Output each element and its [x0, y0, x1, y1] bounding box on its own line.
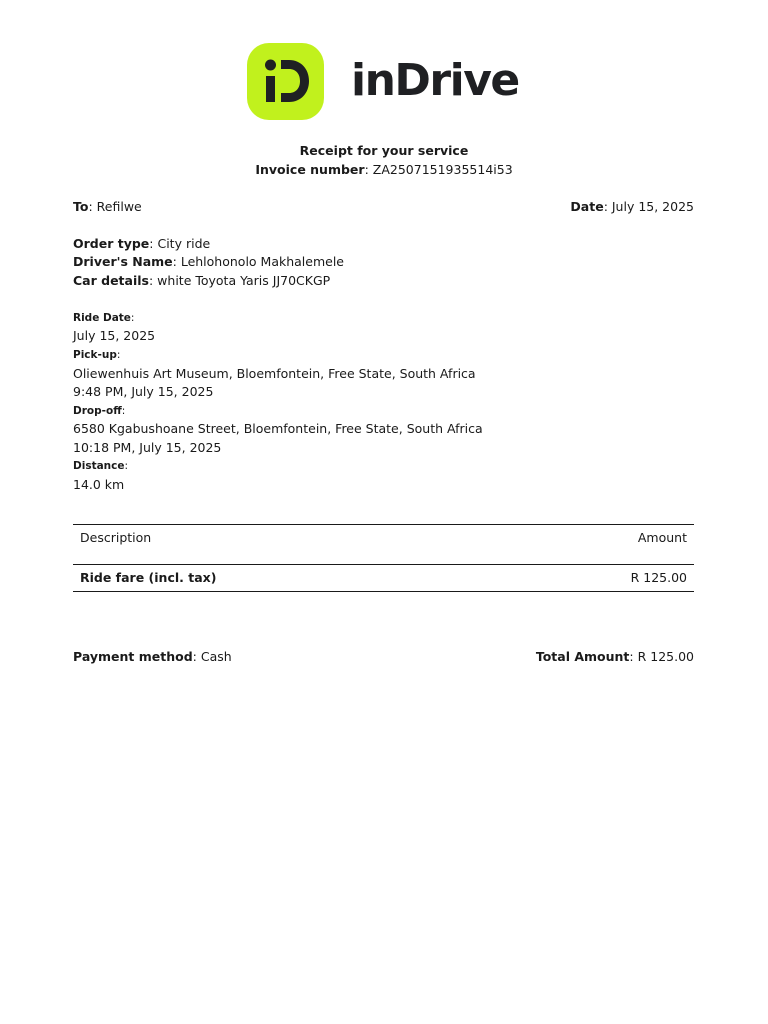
invoice-value: ZA2507151935514i53 [372, 162, 513, 177]
dropoff-label-text: Drop-off [73, 405, 122, 417]
distance-label-text: Distance [73, 460, 125, 472]
order-type-value: City ride [157, 236, 211, 251]
table-header-rule [73, 564, 694, 565]
pickup-address: Oliewenhuis Art Museum, Bloemfontein, Free State, South Africa [73, 366, 476, 381]
table-top-rule [73, 524, 694, 525]
driver-value: Lehlohonolo Makhalemele [180, 254, 344, 269]
order-type-label: Order type [73, 236, 150, 251]
table-row-description: Ride fare (incl. tax) [80, 570, 217, 585]
ride-date-label: Ride Date: [73, 312, 135, 324]
pickup-label: Pick-up: [73, 349, 121, 361]
dropoff-label: Drop-off: [73, 405, 126, 417]
payment-method: Payment method: Cash [73, 649, 232, 664]
table-header-amount: Amount [637, 530, 687, 545]
pickup-time: 9:48 PM, July 15, 2025 [73, 384, 214, 399]
receipt-date: Date: July 15, 2025 [570, 199, 694, 214]
driver-label: Driver's Name [73, 254, 173, 269]
ride-date-label-text: Ride Date [73, 312, 131, 324]
total-label: Total Amount [535, 649, 630, 664]
dropoff-address: 6580 Kgabushoane Street, Bloemfontein, Free State, South Africa [73, 421, 483, 436]
invoice-label: Invoice number [255, 162, 365, 177]
car-details: Car details: white Toyota Yaris JJ70CKGP [73, 273, 331, 288]
date-value: July 15, 2025 [611, 199, 694, 214]
table-header-description: Description [80, 530, 152, 545]
receipt-title: Receipt for your service [299, 143, 469, 158]
recipient-to: To: Refilwe [73, 199, 142, 214]
distance-label: Distance: [73, 460, 129, 472]
car-value: white Toyota Yaris JJ70CKGP [157, 273, 331, 288]
indrive-logo-icon [247, 43, 324, 120]
payment-label: Payment method [73, 649, 193, 664]
table-row-amount: R 125.00 [630, 570, 687, 585]
driver-name: Driver's Name: Lehlohonolo Makhalemele [73, 254, 344, 269]
ride-date-value: July 15, 2025 [73, 328, 156, 343]
to-value: Refilwe [96, 199, 142, 214]
table-bottom-rule [73, 591, 694, 592]
pickup-label-text: Pick-up [73, 349, 117, 361]
dropoff-time: 10:18 PM, July 15, 2025 [73, 440, 222, 455]
to-label: To [73, 199, 89, 214]
total-amount: Total Amount: R 125.00 [535, 649, 694, 664]
total-value: R 125.00 [637, 649, 694, 664]
date-label: Date [570, 199, 604, 214]
payment-value: Cash [200, 649, 232, 664]
brand-wordmark: inDrive [351, 55, 519, 106]
brand-logo [247, 42, 527, 120]
invoice-number: Invoice number: ZA2507151935514i53 [255, 162, 513, 177]
distance-value: 14.0 km [73, 477, 125, 492]
order-type: Order type: City ride [73, 236, 211, 251]
car-label: Car details [73, 273, 149, 288]
